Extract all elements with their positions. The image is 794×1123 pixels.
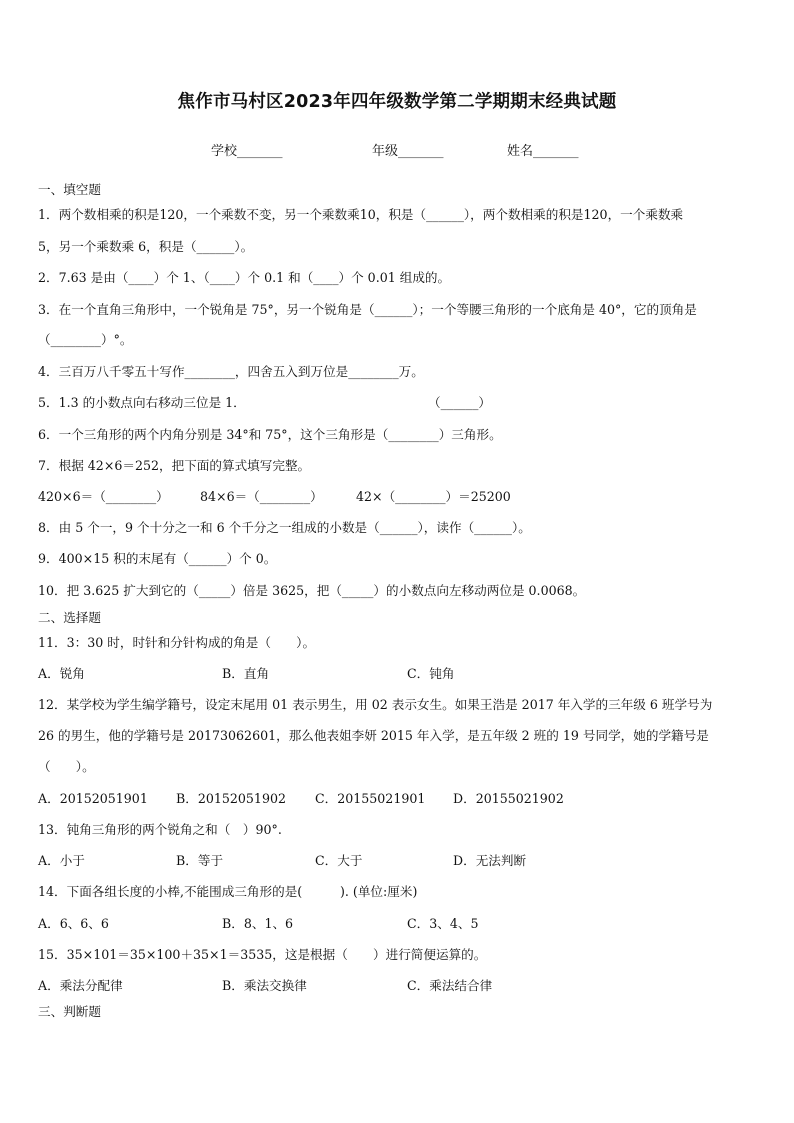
question-4: 4．三百万八千零五十写作________，四舍五入到万位是________万。 xyxy=(38,364,424,379)
question-14-option-c: C．3、4、5 xyxy=(407,916,479,931)
question-13-option-c: C．大于 xyxy=(315,853,363,868)
question-9: 9．400×15 积的末尾有（______）个 0。 xyxy=(38,551,277,566)
question-8: 8．由 5 个一，9 个十分之一和 6 个千分之一组成的小数是（______），读作（______）。 xyxy=(38,520,531,535)
question-6: 6．一个三角形的两个内角分别是 34°和 75°，这个三角形是（________）三角形。 xyxy=(38,427,502,442)
question-12-option-d: D．20155021902 xyxy=(453,791,564,806)
question-14-option-a: A．6、6、6 xyxy=(38,916,109,931)
section-fill-blank: 一、填空题 xyxy=(38,182,101,197)
question-11-option-b: B．直角 xyxy=(222,666,270,681)
grade-field: 年级_______ xyxy=(372,144,444,159)
question-1-line-1: 1．两个数相乘的积是120，一个乘数不变，另一个乘数乘10，积是（______），两个数相乘的积是120，一个乘数乘 xyxy=(38,207,684,222)
page-title: 焦作市马村区2023年四年级数学第二学期期末经典试题 xyxy=(177,92,617,112)
question-7-item-b: 84×6＝（________） xyxy=(200,489,323,504)
question-10: 10．把 3.625 扩大到它的（_____）倍是 3625，把（_____）的小数点向左移动两位是 0.0068。 xyxy=(38,583,586,598)
question-7: 7．根据 42×6＝252，把下面的算式填写完整。 xyxy=(38,458,311,473)
school-field: 学校_______ xyxy=(211,144,283,159)
question-13-option-d: D．无法判断 xyxy=(453,853,527,868)
question-12-option-b: B．20152051902 xyxy=(176,791,286,806)
question-15-option-b: B．乘法交换律 xyxy=(222,978,307,993)
question-2: 2．7.63 是由（____）个 1、（____）个 0.1 和（____）个 0.01 组成的。 xyxy=(38,270,451,285)
question-12-line-3: （ ）。 xyxy=(38,759,95,774)
question-15-option-c: C．乘法结合律 xyxy=(407,978,493,993)
section-multiple-choice: 二、选择题 xyxy=(38,610,101,625)
question-12-option-c: C．20155021901 xyxy=(315,791,426,806)
question-15-option-a: A．乘法分配律 xyxy=(38,978,123,993)
question-12-line-2: 26 的男生，他的学籍号是 20173062601，那么他表姐李妍 2015 年入学，是五年级 2 班的 19 号同学，她的学籍号是 xyxy=(38,728,709,743)
question-3-line-1: 3．在一个直角三角形中，一个锐角是 75°，另一个锐角是（______）；一个等腰三角形的一个底角是 40°，它的顶角是 xyxy=(38,302,697,317)
question-11-option-c: C．钝角 xyxy=(407,666,455,681)
question-3-line-2: （________）°。 xyxy=(38,332,133,347)
question-7-item-c: 42×（________）＝25200 xyxy=(356,489,511,504)
section-true-false: 三、判断题 xyxy=(38,1004,101,1019)
question-1-line-2: 5，另一个乘数乘 6，积是（______）。 xyxy=(38,239,254,254)
question-13-option-a: A．小于 xyxy=(38,853,85,868)
question-11-option-a: A．锐角 xyxy=(38,666,85,681)
question-13-option-b: B．等于 xyxy=(176,853,224,868)
question-12-option-a: A．20152051901 xyxy=(38,791,148,806)
question-15: 15．35×101＝35×100＋35×1＝3535，这是根据（ ）进行简便运算的。 xyxy=(38,947,487,962)
question-13: 13．钝角三角形的两个锐角之和（ ）90°. xyxy=(38,822,282,837)
question-14-option-b: B．8、1、6 xyxy=(222,916,294,931)
question-14: 14．下面各组长度的小棒,不能围成三角形的是( ). (单位:厘米) xyxy=(38,884,418,899)
question-5: 5．1.3 的小数点向右移动三位是 1． xyxy=(38,395,246,410)
question-7-item-a: 420×6＝（________） xyxy=(38,489,169,504)
question-5-blank: （______） xyxy=(428,395,491,410)
name-field: 姓名_______ xyxy=(507,144,579,159)
question-11: 11．3：30 时，时针和分针构成的角是（ ）。 xyxy=(38,635,316,650)
question-12-line-1: 12．某学校为学生编学籍号，设定末尾用 01 表示男生，用 02 表示女生。如果王浩是 2017 年入学的三年级 6 班学号为 xyxy=(38,697,713,712)
